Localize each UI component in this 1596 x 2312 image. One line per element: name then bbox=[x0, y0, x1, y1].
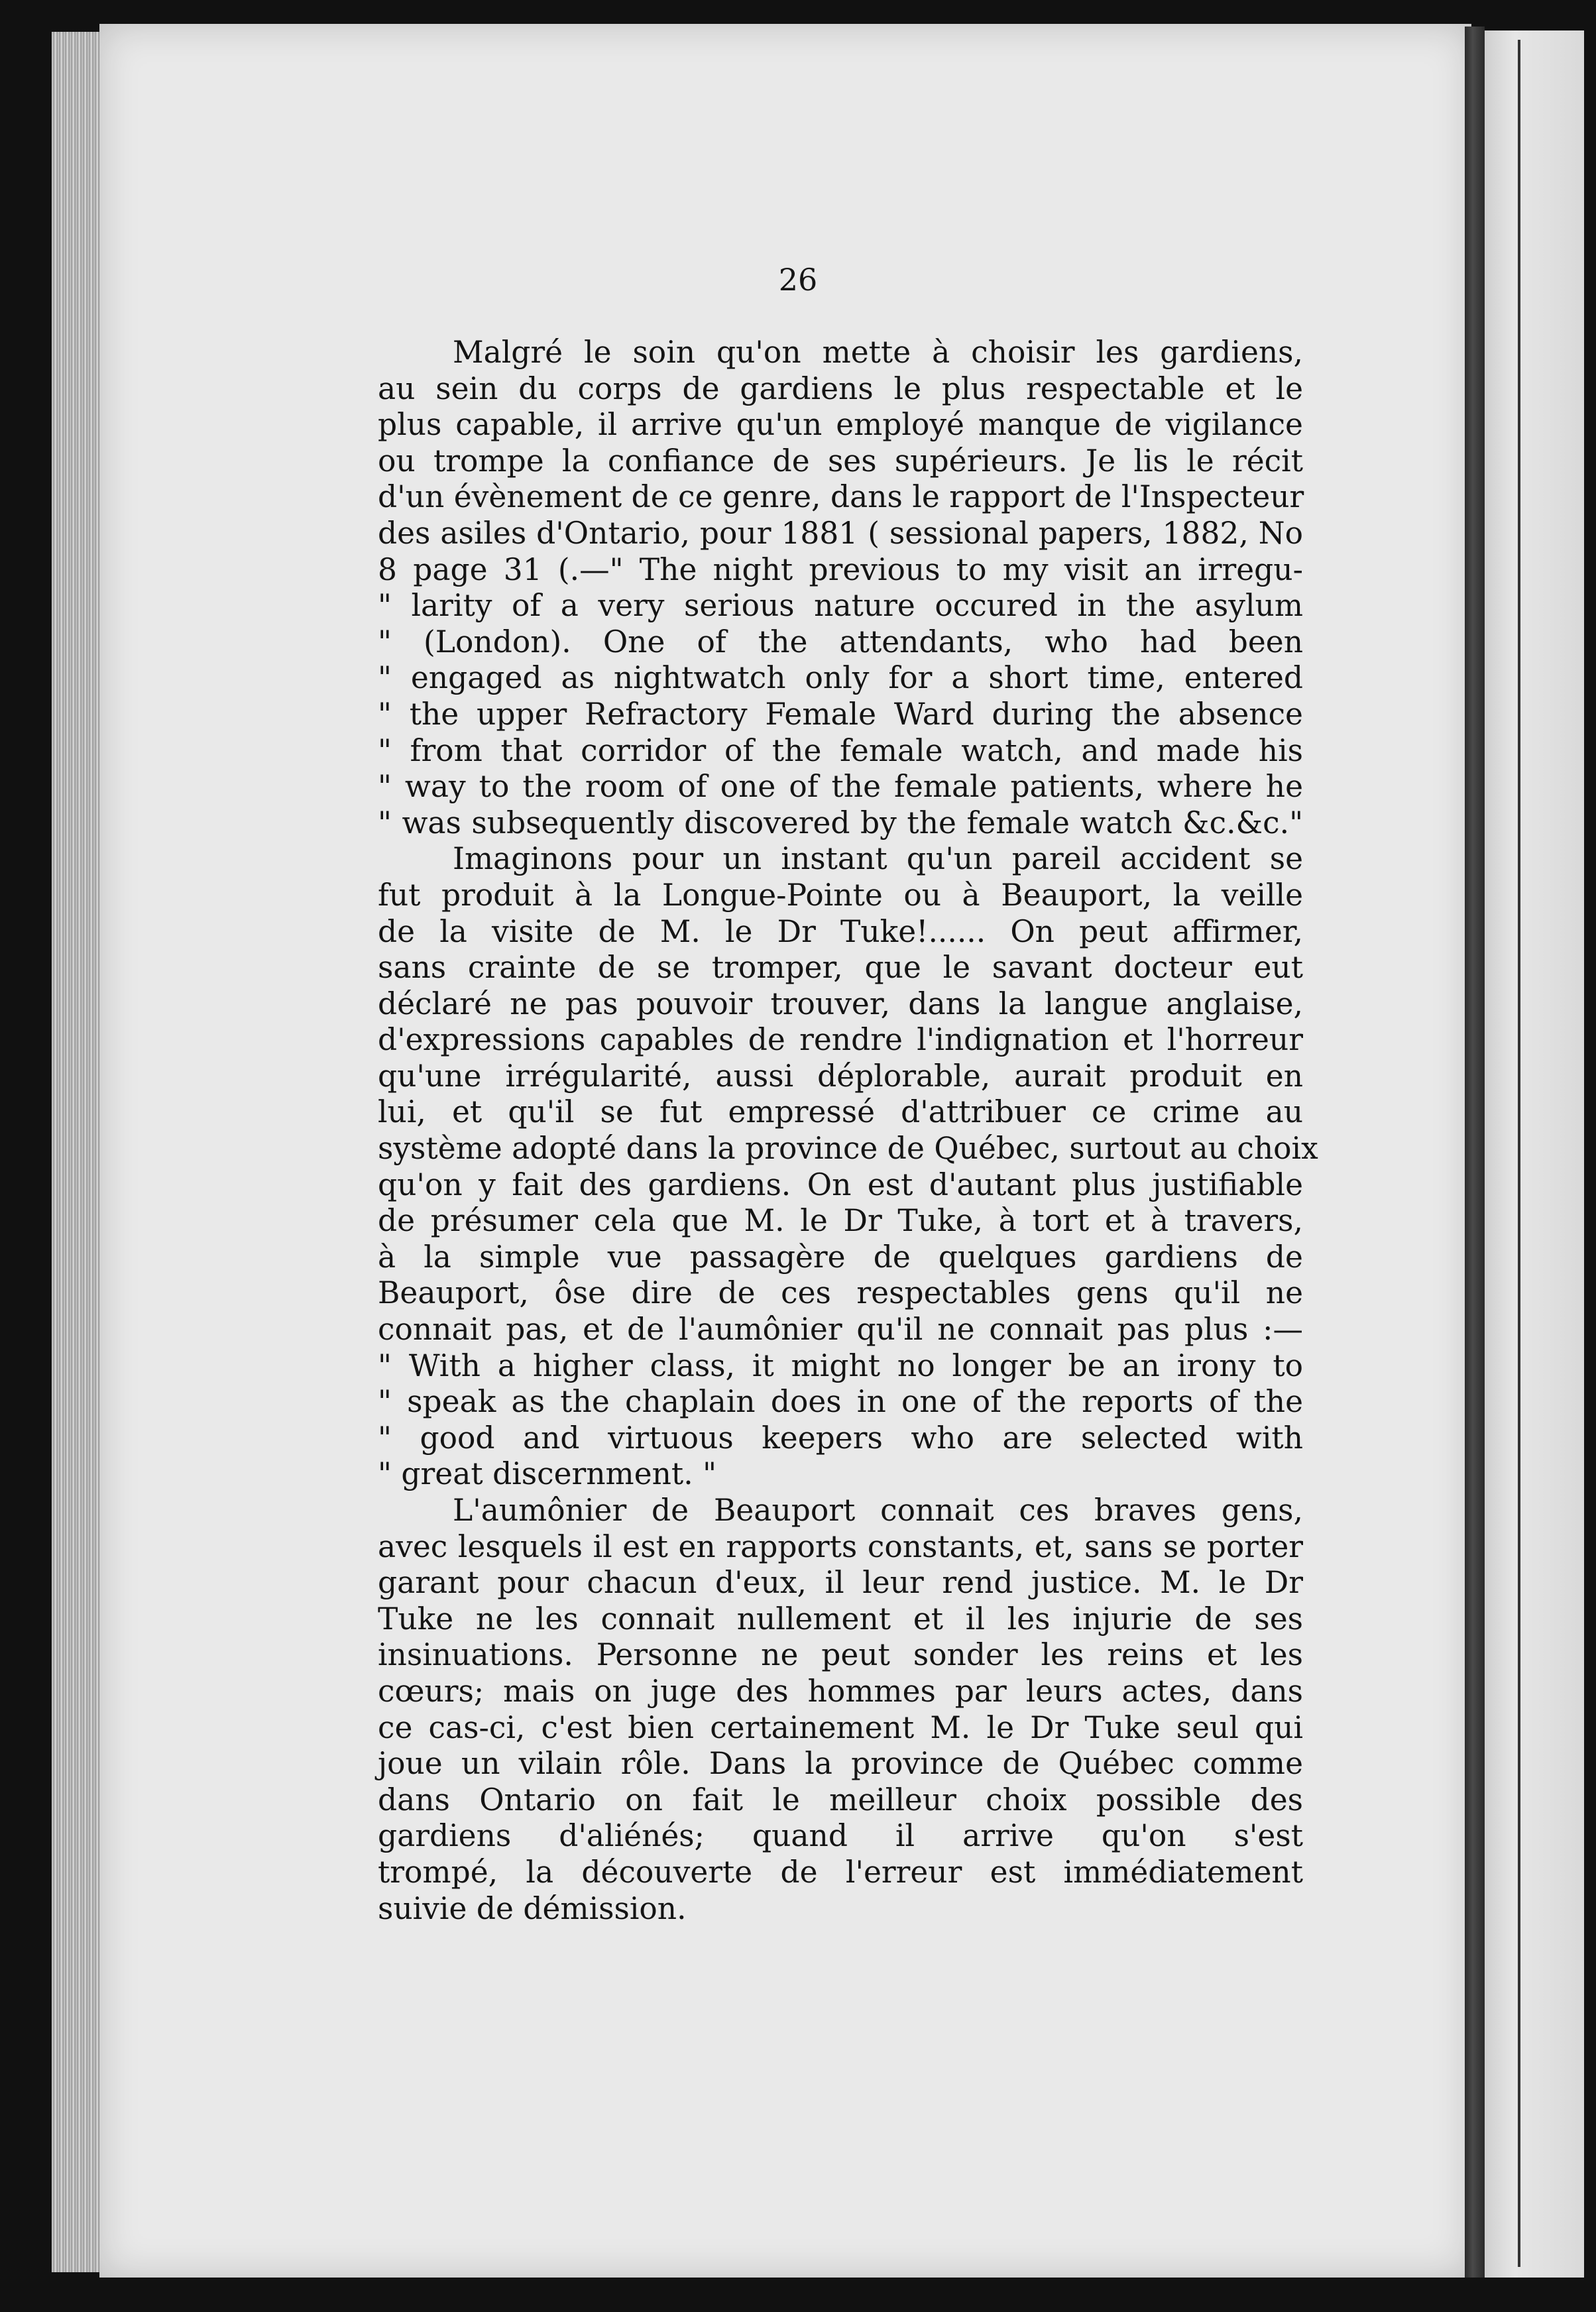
text-line: qu'une irrégularité, aussi déplorable, aurait produit en bbox=[378, 1058, 1303, 1094]
text-line: Beauport, ôse dire de ces respectables gens qu'il ne bbox=[378, 1275, 1303, 1311]
body-text bbox=[378, 335, 1318, 1927]
text-line: " With a higher class, it might no longer be an irony to bbox=[378, 1348, 1303, 1383]
text-line: de la visite de M. le Dr Tuke!...... On peut affirmer, bbox=[378, 913, 1303, 949]
text-line: lui, et qu'il se fut empressé d'attribuer ce crime au bbox=[378, 1094, 1303, 1130]
text-line: joue un vilain rôle. Dans la province de Québec comme bbox=[378, 1746, 1303, 1782]
text-line: fut produit à la Longue-Pointe ou à Beauport, la veille bbox=[378, 877, 1303, 913]
text-line: d'expressions capables de rendre l'indignation et l'horreur bbox=[378, 1022, 1303, 1058]
text-line: gardiens d'aliénés; quand il arrive qu'on s'est bbox=[378, 1818, 1303, 1854]
text-line: ou trompe la confiance de ses supérieurs. Je lis le récit bbox=[378, 443, 1303, 479]
text-line: " larity of a very serious nature occured in the asylum bbox=[378, 588, 1303, 624]
text-line: suivie de démission. bbox=[378, 1890, 687, 1926]
facing-page-edge bbox=[1485, 30, 1584, 2278]
text-line: d'un évènement de ce genre, dans le rapport de l'Inspecteur bbox=[378, 479, 1304, 515]
book-gutter bbox=[1465, 27, 1485, 2278]
text-line: de présumer cela que M. le Dr Tuke, à tort et à travers, bbox=[378, 1203, 1303, 1239]
text-line: " the upper Refractory Female Ward during the absence bbox=[378, 696, 1303, 732]
text-line: à la simple vue passagère de quelques gardiens de bbox=[378, 1239, 1303, 1275]
text-line: " (London). One of the attendants, who had been bbox=[378, 624, 1303, 660]
text-line: " speak as the chaplain does in one of the reports of the bbox=[378, 1384, 1303, 1420]
text-line: " great discernment. " bbox=[378, 1456, 717, 1492]
text-line: " engaged as nightwatch only for a short time, entered bbox=[378, 660, 1303, 696]
text-line: insinuations. Personne ne peut sonder les reins et les bbox=[378, 1637, 1303, 1673]
text-line: Malgré le soin qu'on mette à choisir les gardiens, bbox=[453, 335, 1303, 370]
text-line: qu'on y fait des gardiens. On est d'autant plus justifiable bbox=[378, 1167, 1303, 1202]
text-line: garant pour chacun d'eux, il leur rend justice. M. le Dr bbox=[378, 1565, 1303, 1601]
text-line: " good and virtuous keepers who are selected with bbox=[378, 1420, 1303, 1456]
text-line: système adopté dans la province de Québec, surtout au choix bbox=[378, 1131, 1318, 1167]
text-line: dans Ontario on fait le meilleur choix possible des bbox=[378, 1782, 1303, 1818]
text-line: " was subsequently discovered by the female watch &c.&c." bbox=[378, 805, 1303, 840]
text-line: Imaginons pour un instant qu'un pareil accident se bbox=[453, 841, 1303, 877]
text-line: sans crainte de se tromper, que le savant docteur eut bbox=[378, 950, 1303, 986]
text-line: Tuke ne les connait nullement et il les injurie de ses bbox=[378, 1601, 1303, 1637]
text-line: " from that corridor of the female watch, and made his bbox=[378, 732, 1303, 768]
text-line: avec lesquels il est en rapports constants, et, sans se porter bbox=[378, 1529, 1303, 1564]
text-line: au sein du corps de gardiens le plus respectable et le bbox=[378, 371, 1303, 406]
text-line: trompé, la découverte de l'erreur est immédiatement bbox=[378, 1854, 1303, 1890]
text-line: 8 page 31 (.—" The night previous to my visit an irregu- bbox=[378, 551, 1303, 587]
text-line: ce cas-ci, c'est bien certainement M. le Dr Tuke seul qui bbox=[378, 1709, 1303, 1745]
page-number: 26 bbox=[778, 262, 818, 298]
facing-page-divider bbox=[1518, 40, 1520, 2267]
text-line: " way to the room of one of the female patients, where he bbox=[378, 769, 1303, 805]
text-line: plus capable, il arrive qu'un employé manque de vigilance bbox=[378, 407, 1303, 443]
text-line: des asiles d'Ontario, pour 1881 ( sessional papers, 1882, No bbox=[378, 515, 1303, 551]
text-line: cœurs; mais on juge des hommes par leurs actes, dans bbox=[378, 1673, 1303, 1709]
text-line: connait pas, et de l'aumônier qu'il ne connait pas plus :— bbox=[378, 1312, 1303, 1348]
text-line: L'aumônier de Beauport connait ces braves gens, bbox=[453, 1493, 1303, 1528]
text-line: déclaré ne pas pouvoir trouver, dans la langue anglaise, bbox=[378, 986, 1303, 1021]
